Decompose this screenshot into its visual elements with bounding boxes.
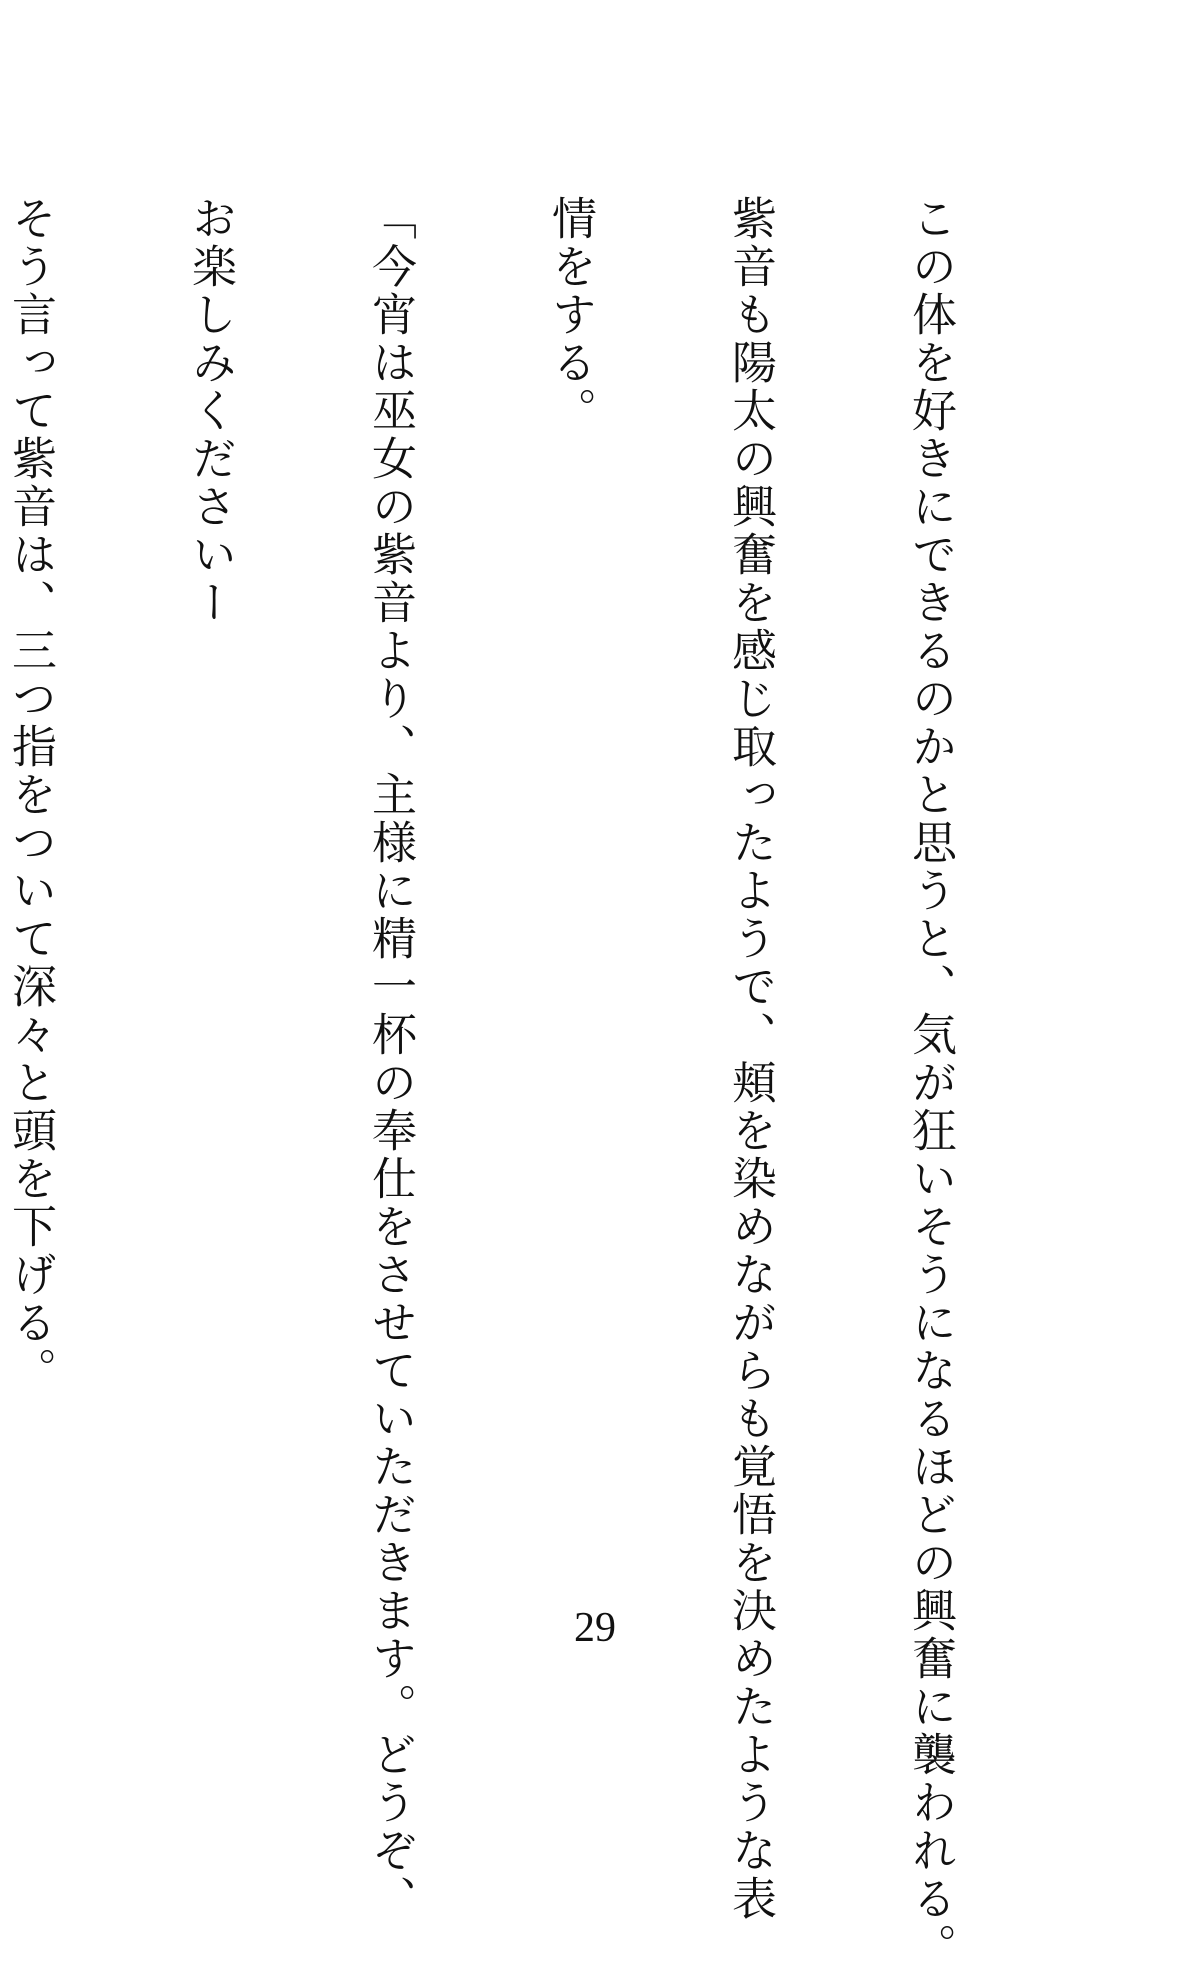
text-line: この体を好きにできるのかと思うと、気が狂いそうになるほどの興奮に襲われる。 bbox=[904, 195, 957, 1971]
text-line: お楽しみくださいー bbox=[184, 195, 237, 627]
text-line: そう言って紫音は、三つ指をついて深々と頭を下げる。 bbox=[4, 195, 57, 1395]
page-number: 29 bbox=[574, 1605, 616, 1651]
text-line: 紫音も陽太の興奮を感じ取ったようで、頬を染めながらも覚悟を決めたような表 bbox=[724, 195, 777, 1923]
text-line: 情をする。 bbox=[544, 195, 597, 435]
text-line: 「今宵は巫女の紫音より、主様に精一杯の奉仕をさせていただきます。どうぞ、 bbox=[364, 195, 417, 1923]
